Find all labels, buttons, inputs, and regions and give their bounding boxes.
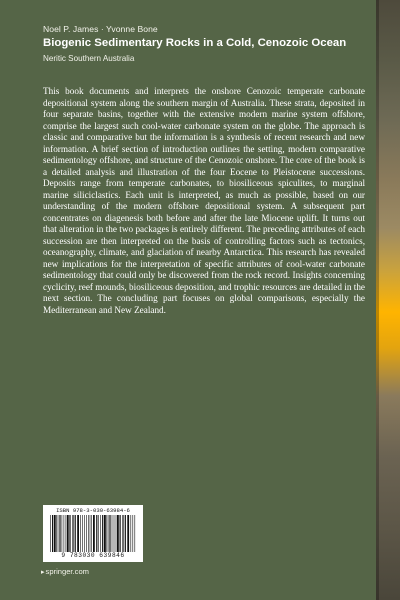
website-text: springer.com (45, 567, 89, 576)
book-description: This book documents and interprets the onshore Cenozoic temperate carbonate depositional system along the southern margin of Australia. These strata, deposited in four separate basins, together with the extensive modern marine system offshore, comprise the largest such cool-water carbonate system on the globe. The approach is classic and comparative but the information is a synthesis of recent research and new information. A brief section of introduction outlines the setting, modern comparative sedimentology offshore, and structure of the Cenozoic onshore. The core of the book is a detailed analysis and illustration of the four Eocene to Pleistocene successions. Deposits range from temperate carbonates, to biosiliceous spiculites, to marginal marine siliciclastics. Each unit is interpreted, as much as possible, based on our understanding of the modern offshore depositional system. A subsequent part concentrates on diagenesis both before and after the late Miocene uplift. It turns out that alteration in the two packages is entirely different. The preceding attributes of each succession are then interpreted on the basis of controlling factors such as tectonics, oceanography, climate, and glaciation of nearby Antarctica. This research has revealed new implications for the interpretation of specific attributes of cool-water carbonate sedimentology that could only be discovered from the rock record. Insights concerning cyclicity, reef mounds, biosiliceous deposition, and trophic resources are detailed in the next section. The concluding part focuses on global comparisons, especially the Mediterranean and New Zealand. (43, 86, 365, 315)
publisher-website (41, 567, 89, 576)
book-subtitle: Neritic Southern Australia (43, 54, 135, 63)
arrow-icon: ▸ (41, 569, 45, 576)
front-cover-edge-photo (376, 0, 400, 600)
barcode-graphic (49, 515, 137, 552)
authors: Noel P. James · Yvonne Bone (43, 24, 158, 34)
barcode-label (43, 505, 143, 562)
barcode-digits: 9 783030 639846 (61, 552, 125, 559)
isbn-text: ISBN 978-3-030-63984-6 (56, 507, 130, 514)
book-title: Biogenic Sedimentary Rocks in a Cold, Cenozoic Ocean (43, 37, 347, 49)
